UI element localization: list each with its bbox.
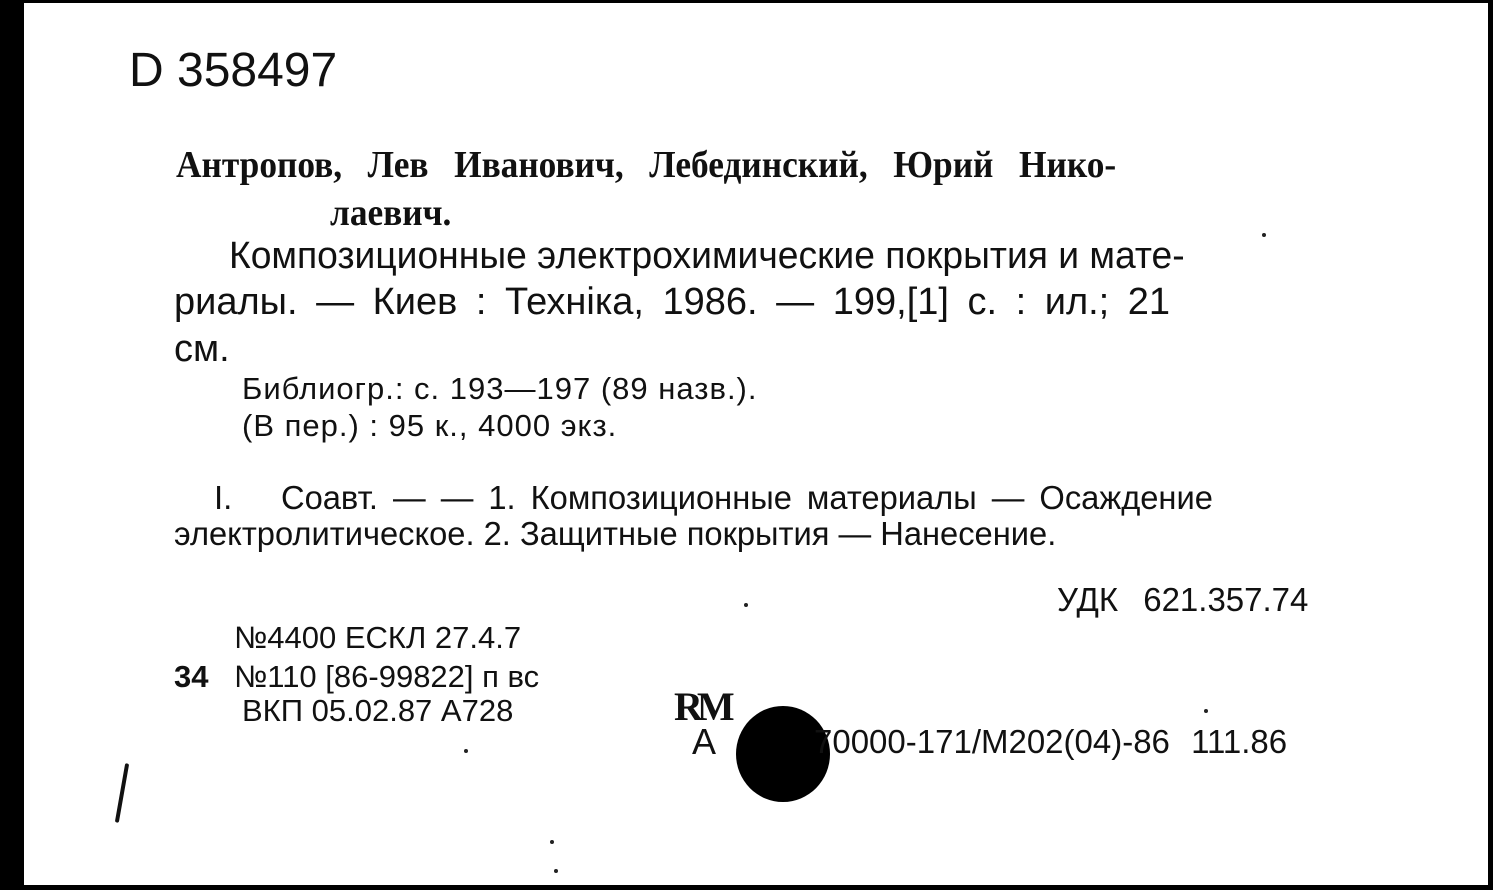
author-line-2: лаевич.: [330, 192, 452, 234]
rm-stamp: RM: [674, 684, 729, 729]
subject-line-1: Соавт. — — 1. Композиционные материалы — Осаждение: [281, 479, 1213, 516]
accession-line-2-prefix: 34: [174, 659, 209, 694]
title-line-1: Композиционные электрохимические покрытия и мате-: [229, 235, 1185, 277]
speck: [744, 603, 748, 607]
bibliography-note: Библиогр.: с. 193—197 (89 назв.).: [242, 371, 758, 406]
author-line-1: Антропов, Лев Иванович, Лебединский, Юрий Нико-: [176, 144, 1117, 186]
accession-line-3: ВКП 05.02.87 А728: [242, 693, 514, 728]
accession-line-1: №4400 ЕСКЛ 27.4.7: [234, 620, 522, 655]
subject-line-2: электролитическое. 2. Защитные покрытия — Нанесение.: [174, 515, 1057, 552]
tracing-mark: I.: [214, 479, 233, 516]
class-letter: А: [692, 721, 717, 762]
call-number: D 358497: [129, 44, 338, 97]
title-line-2: риалы. — Киев : Техніка, 1986. — 199,[1] с. : ил.; 21: [174, 281, 1171, 323]
classification-number: 70000-171/М202(04)-86 111.86: [814, 723, 1288, 760]
speck: [464, 749, 468, 753]
speck: [1262, 233, 1266, 237]
binding-price-note: (В пер.) : 95 к., 4000 экз.: [242, 408, 618, 443]
speck: [550, 840, 554, 844]
speck: [1204, 709, 1208, 713]
catalog-card: [24, 3, 1488, 885]
speck: [554, 869, 558, 873]
title-line-3: см.: [174, 328, 230, 370]
card-left-border: [0, 0, 24, 890]
accession-line-2: №110 [86-99822] п вс: [234, 659, 540, 694]
pen-stroke: [115, 763, 129, 823]
udc-number: УДК 621.357.74: [1057, 581, 1309, 618]
